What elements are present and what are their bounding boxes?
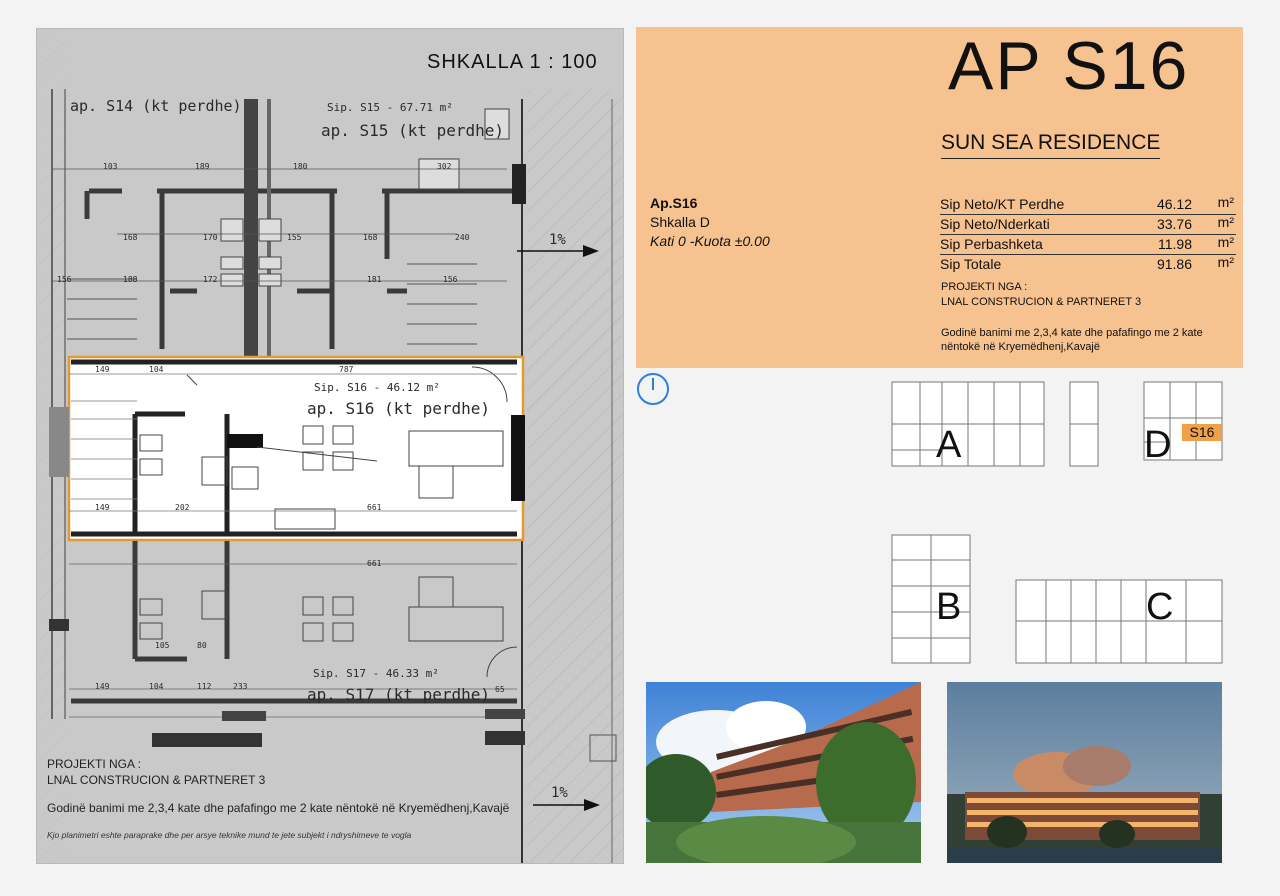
unit-area-s15: Sip. S15 - 67.71 m² bbox=[327, 101, 453, 114]
dim-label: 149 bbox=[95, 503, 110, 512]
unit-area-s17: Sip. S17 - 46.33 m² bbox=[313, 667, 439, 680]
unit-highlight-tag: S16 bbox=[1182, 424, 1222, 441]
dim-label: 302 bbox=[437, 162, 452, 171]
dim-label: 105 bbox=[155, 641, 170, 650]
dim-label: 156 bbox=[57, 275, 72, 284]
block-label-b: B bbox=[936, 586, 962, 628]
area-label: Sip Totale bbox=[940, 256, 1002, 272]
dim-label: 65 bbox=[495, 685, 505, 694]
building-render-day bbox=[646, 682, 921, 863]
dim-label: 80 bbox=[197, 641, 207, 650]
floor-label: Kati 0 -Kuota ±0.00 bbox=[650, 233, 770, 249]
slope-label-top: 1% bbox=[549, 232, 566, 248]
area-label: Sip Neto/KT Perdhe bbox=[940, 196, 1065, 212]
dim-label: 661 bbox=[367, 503, 382, 512]
area-table bbox=[940, 195, 1236, 274]
dim-label: 168 bbox=[363, 233, 378, 242]
area-value: 11.98 bbox=[1158, 236, 1192, 252]
dim-label: 104 bbox=[149, 682, 164, 691]
dim-label: 240 bbox=[455, 233, 470, 242]
plan-disclaimer: Kjo planimetri eshte paraprake dhe per arsye teknike mund te jete subjekt i ndryshimeve te vogla bbox=[47, 830, 412, 840]
area-row bbox=[940, 195, 1236, 215]
key-plan bbox=[636, 372, 1243, 672]
unit-area-s16: Sip. S16 - 46.12 m² bbox=[314, 381, 440, 394]
slope-label-bottom: 1% bbox=[551, 785, 568, 801]
dim-label: 156 bbox=[443, 275, 458, 284]
dim-label: 233 bbox=[233, 682, 248, 691]
block-label-a: A bbox=[936, 424, 962, 466]
area-label: Sip Neto/Nderkati bbox=[940, 216, 1050, 232]
plan-credit-heading: PROJEKTI NGA : bbox=[47, 757, 142, 771]
unit-label-s15: ap. S15 (kt perdhe) bbox=[321, 121, 505, 140]
area-label: Sip Perbashketa bbox=[940, 236, 1043, 252]
dim-label: 661 bbox=[367, 559, 382, 568]
area-value: 33.76 bbox=[1156, 216, 1192, 232]
block-label-d: D bbox=[1144, 424, 1172, 466]
stair-label: Shkalla D bbox=[650, 214, 710, 230]
plan-credit-company: LNAL CONSTRUCION & PARTNERET 3 bbox=[47, 773, 266, 787]
dim-label: 155 bbox=[287, 233, 302, 242]
floor-plan-drawing bbox=[37, 29, 623, 863]
area-value: 46.12 bbox=[1156, 196, 1192, 212]
dim-label: 172 bbox=[203, 275, 218, 284]
scale-label: SHKALLA 1 : 100 bbox=[427, 51, 598, 73]
project-company: LNAL CONSTRUCION & PARTNERET 3 bbox=[941, 296, 1142, 308]
apartment-info-panel bbox=[636, 27, 1243, 368]
dim-label: 170 bbox=[203, 233, 218, 242]
dim-label: 787 bbox=[339, 365, 354, 374]
dim-label: 112 bbox=[197, 682, 212, 691]
dim-label: 188 bbox=[123, 275, 138, 284]
area-row bbox=[940, 235, 1236, 255]
plan-credit-description: Godinë banimi me 2,3,4 kate dhe pafafingo me 2 kate nëntokë në Kryemëdhenj,Kavajë bbox=[47, 801, 510, 815]
area-row bbox=[940, 255, 1236, 274]
unit-label-s16: ap. S16 (kt perdhe) bbox=[307, 399, 491, 418]
dim-label: 149 bbox=[95, 682, 110, 691]
block-label-c: C bbox=[1146, 586, 1174, 628]
unit-label-s17: ap. S17 (kt perdhe) bbox=[307, 685, 491, 704]
dim-label: 168 bbox=[123, 233, 138, 242]
project-description: Godinë banimi me 2,3,4 kate dhe pafafingo me 2 kate nëntokë në Kryemëdhenj,Kavajë bbox=[941, 327, 1203, 353]
apartment-title: AP S16 bbox=[948, 28, 1190, 104]
area-unit: m² bbox=[1217, 194, 1234, 210]
building-render-dusk bbox=[947, 682, 1222, 863]
project-by-heading: PROJEKTI NGA : bbox=[941, 281, 1028, 293]
area-row bbox=[940, 215, 1236, 235]
area-unit: m² bbox=[1217, 254, 1234, 270]
apartment-code: Ap.S16 bbox=[650, 195, 698, 211]
area-unit: m² bbox=[1217, 234, 1234, 250]
dim-label: 180 bbox=[293, 162, 308, 171]
area-unit: m² bbox=[1217, 214, 1234, 230]
dim-label: 103 bbox=[103, 162, 118, 171]
dim-label: 189 bbox=[195, 162, 210, 171]
dim-label: 104 bbox=[149, 365, 164, 374]
dim-label: 181 bbox=[367, 275, 382, 284]
dim-label: 149 bbox=[95, 365, 110, 374]
residence-name: SUN SEA RESIDENCE bbox=[941, 131, 1160, 159]
unit-label-s14: ap. S14 (kt perdhe) bbox=[70, 97, 242, 115]
dim-label: 202 bbox=[175, 503, 190, 512]
area-value: 91.86 bbox=[1156, 256, 1192, 272]
floor-plan-sheet bbox=[36, 28, 624, 864]
